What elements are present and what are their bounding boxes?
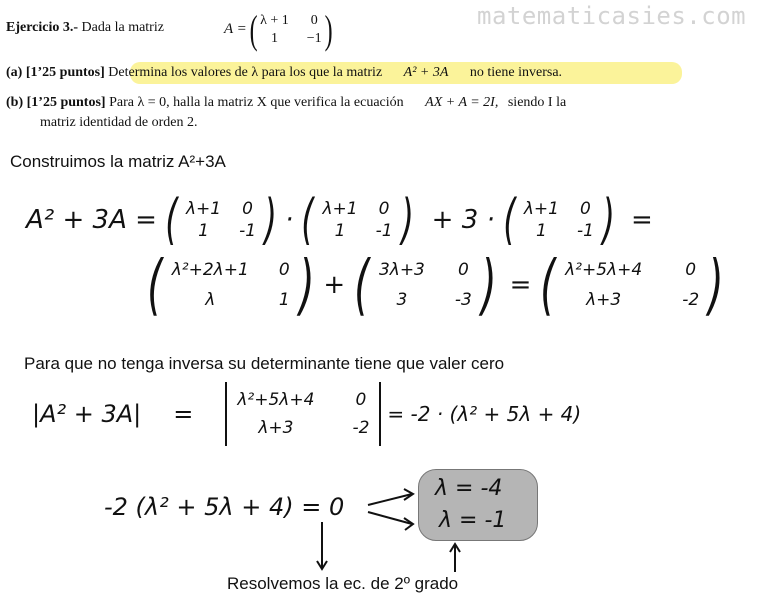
- matrix-cell: 0: [278, 259, 290, 280]
- matrix-cell: 0: [355, 390, 367, 410]
- part-a-tail: no tiene inversa.: [469, 65, 563, 80]
- solve-note: Resolvemos la ec. de 2º grado: [227, 574, 459, 593]
- det-lhs: |A² + 3A|: [32, 400, 142, 428]
- matrix-cell: 1: [198, 220, 209, 241]
- line1-lhs: A² + 3A =: [26, 204, 157, 235]
- matrix-cell: -1: [576, 220, 594, 241]
- det-rhs: = -2 · (λ² + 5λ + 4): [387, 402, 582, 426]
- matrix-cell: -3: [454, 289, 472, 310]
- matrix-cell: 0: [378, 198, 390, 219]
- line2-plus: +: [323, 269, 346, 300]
- solution-heading: Construimos la matriz A²+3A: [10, 152, 226, 171]
- matrix-a-cell: 0: [310, 12, 318, 28]
- final-equation: -2 (λ² + 5λ + 4) = 0: [104, 493, 345, 521]
- line2-eq: =: [509, 269, 532, 300]
- matrix-cell: 0: [457, 259, 469, 280]
- matrix-cell: λ²+2λ+1: [171, 259, 249, 280]
- matrix-cell: -1: [239, 220, 257, 241]
- matrix-cell: λ+3: [586, 289, 622, 310]
- matrix-cell: 1: [278, 289, 290, 310]
- matrix-a-cell: 1: [270, 30, 278, 46]
- matrix-cell: λ+3: [258, 418, 294, 438]
- matrix-a-lhs: A =: [224, 21, 247, 37]
- matrix-a-cell: λ + 1: [260, 12, 289, 28]
- matrix-cell: -1: [375, 220, 393, 241]
- part-b-line2: matriz identidad de orden 2.: [40, 115, 198, 130]
- matrix-cell: λ+1: [523, 198, 559, 219]
- exercise-intro-text: Dada la matriz: [81, 20, 164, 35]
- matrix-a: A = ( λ + 1 0 1 −1 ): [224, 7, 333, 52]
- matrix-cell: 3λ+3: [378, 259, 425, 280]
- part-b-text: Para λ = 0, halla la matriz X que verifica la ecuación: [109, 95, 404, 110]
- matrix-cell: λ+1: [185, 198, 222, 219]
- line1-dot: ·: [285, 204, 294, 235]
- matrix-cell: 1: [535, 220, 547, 241]
- matrix-cell: λ²+5λ+4: [237, 390, 315, 410]
- matrix-cell: λ+1: [322, 198, 358, 219]
- matrix-cell: 0: [242, 198, 253, 219]
- matrix-cell: 3: [396, 289, 408, 310]
- roots-box: [418, 469, 538, 541]
- matrix-cell: 1: [334, 220, 346, 241]
- part-b-points: [1’25 puntos]: [26, 95, 106, 110]
- part-a-label: (a): [6, 65, 23, 80]
- part-a-text: Determina los valores de λ para los que la matriz: [108, 65, 383, 80]
- watermark: matematicasies.com: [477, 2, 747, 30]
- part-a-expr: A² + 3A: [403, 65, 449, 80]
- matrix-cell: 0: [580, 198, 591, 219]
- matrix-cell: λ²+5λ+4: [565, 259, 643, 280]
- part-b-tail: siendo I la: [507, 95, 567, 110]
- solution-line1: A² + 3A = ( λ+1 0 1 -1 ) · ( λ+1 0 1 -1 ) + 3 · ( λ+1 0 1 -1 ) =: [26, 188, 653, 251]
- exercise-title: Ejercicio 3.-: [6, 20, 79, 35]
- part-a-points: [1’25 puntos]: [25, 65, 105, 80]
- root-1: λ = -4: [435, 476, 503, 501]
- det-eq: =: [173, 400, 194, 428]
- matrix-a-cell: −1: [306, 30, 322, 46]
- part-b-expr: AX + A = 2I,: [425, 95, 499, 110]
- root-2: λ = -1: [439, 508, 507, 533]
- matrix-cell: -2: [682, 289, 700, 310]
- determinant-text: Para que no tenga inversa su determinante tiene que valer cero: [24, 354, 505, 373]
- matrix-cell: -2: [352, 418, 370, 438]
- matrix-cell: λ: [205, 289, 216, 310]
- line1-eq: =: [631, 204, 653, 235]
- part-b-label: (b): [6, 95, 24, 110]
- line1-plus: + 3 ·: [431, 204, 495, 235]
- solution-line2: ( λ²+2λ+1 0 λ 1 ) + ( 3λ+3 0 3 -3 ) = ( λ²+5λ+4 0 λ+3 -2 ): [147, 246, 724, 323]
- matrix-cell: 0: [685, 259, 697, 280]
